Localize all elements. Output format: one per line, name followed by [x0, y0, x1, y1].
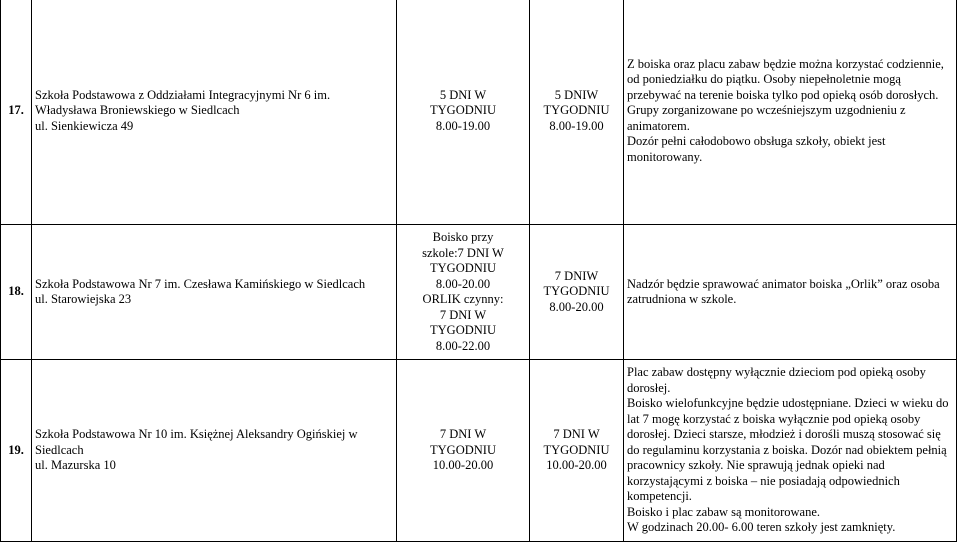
school-name: Szkoła Podstawowa z Oddziałami Integracyjnymi Nr 6 im. Władysława Broniewskiego w Siedlcach — [35, 87, 331, 118]
hours-school — [397, 360, 530, 542]
hours-line: 10.00-20.00 — [432, 458, 494, 473]
hours-line: 5 DNI W — [439, 87, 487, 102]
hours-playground — [530, 0, 624, 225]
hours-line: TYGODNIU — [543, 284, 610, 299]
hours-line: TYGODNIU — [543, 442, 610, 457]
row-number: 18. — [1, 225, 32, 360]
hours-line: 8.00-20.00 — [435, 276, 491, 291]
note: Z boiska oraz placu zabaw będzie można korzystać codziennie, od poniedziałku do piątku. Osoby niepełnoletnie mogą przebywać na terenie boiska tylko pod opieką osób dorosłych. — [627, 56, 944, 102]
school-address: ul. Mazurska 10 — [35, 458, 116, 473]
note: Boisko i plac zabaw są monitorowane. — [627, 504, 821, 519]
school-name: Szkoła Podstawowa Nr 10 im. Księżnej Aleksandry Ogińskiej w Siedlcach — [35, 427, 358, 457]
hours-line: TYGODNIU — [430, 261, 496, 275]
table-row — [1, 0, 957, 225]
table-row — [1, 360, 957, 542]
note: Dozór pełni całodobowo obsługa szkoły, obiekt jest monitorowany. — [627, 134, 886, 164]
school-address: ul. Starowiejska 23 — [35, 292, 132, 306]
note: Nadzór będzie sprawować animator boiska „Orlik” oraz osoba zatrudniona w szkole. — [627, 276, 940, 306]
hours-line: TYGODNIU — [430, 103, 496, 118]
hours-line: 8.00-19.00 — [435, 118, 491, 133]
school-name-address — [32, 0, 397, 225]
notes — [624, 0, 957, 225]
hours-line: Boisko przy — [432, 230, 494, 244]
hours-school — [397, 225, 530, 360]
hours-playground — [530, 360, 624, 542]
hours-line: TYGODNIU — [543, 103, 610, 118]
hours-line: TYGODNIU — [430, 442, 496, 457]
note: Boisko wielofunkcyjne będzie udostępniane. Dzieci w wieku do lat 7 mogę korzystać z boiska wyłącznie pod opieką osoby dorosłej. Dzieci starsze, młodzież i dorośli muszą stosować się do regulaminu korzystania z boiska. Dozór nad obiektem pełnią pracownicy szkoły. Nie sprawują jednak opieki nad korzystającymi z boiska – nie posiadają odpowiednich kompetencji. — [627, 396, 949, 504]
hours-line: 7 DNI W — [553, 427, 600, 442]
note: Grupy zorganizowane po wcześniejszym uzgodnieniu z animatorem. — [627, 103, 906, 133]
hours-line: 5 DNIW — [554, 87, 599, 102]
hours-line: 7 DNI W — [439, 427, 487, 442]
hours-line: 8.00-22.00 — [435, 338, 491, 353]
row-number: 17. — [1, 0, 32, 225]
hours-line: ORLIK czynny: — [422, 292, 504, 306]
hours-school — [397, 0, 530, 225]
notes — [624, 225, 957, 360]
hours-line: 8.00-20.00 — [549, 299, 604, 314]
hours-line: TYGODNIU — [430, 323, 496, 337]
hours-line: 7 DNIW — [554, 268, 599, 283]
school-address: ul. Sienkiewicza 49 — [35, 118, 134, 133]
note: Plac zabaw dostępny wyłącznie dzieciom pod opieką osoby dorosłej. — [627, 365, 926, 395]
hours-line: szkole:7 DNI W — [422, 245, 504, 260]
hours-line: 7 DNI W — [439, 307, 487, 322]
table-row — [1, 225, 957, 360]
note: W godzinach 20.00- 6.00 teren szkoły jest zamknięty. — [627, 520, 896, 535]
hours-playground — [530, 225, 624, 360]
hours-line: 8.00-19.00 — [549, 118, 604, 133]
school-name-address — [32, 360, 397, 542]
hours-line: 10.00-20.00 — [546, 458, 607, 473]
school-name: Szkoła Podstawowa Nr 7 im. Czesława Kamińskiego w Siedlcach — [35, 276, 366, 291]
notes — [624, 360, 957, 542]
row-number: 19. — [1, 360, 32, 542]
school-name-address — [32, 225, 397, 360]
